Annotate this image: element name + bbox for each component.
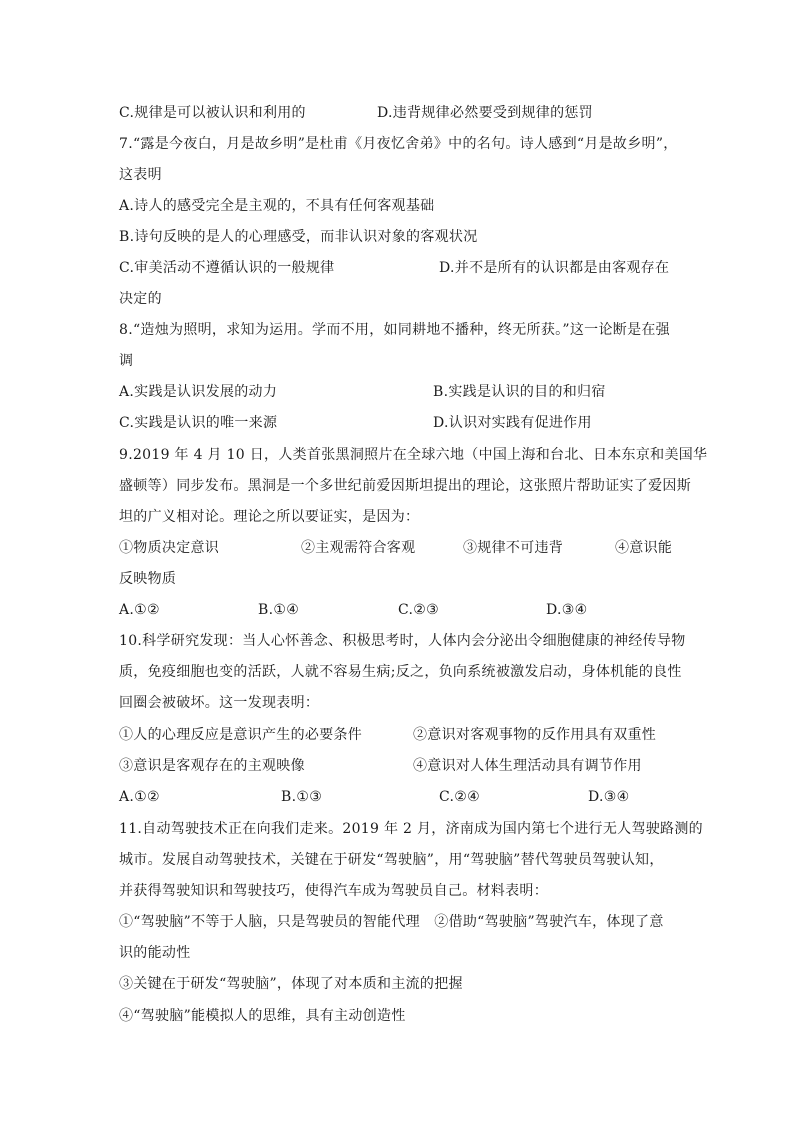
option-b: B.①③ [281,789,323,805]
statement-4: ④意识能 [615,540,673,556]
option-c: C.②③ [398,602,439,618]
q10-stem-cont: 质，免疫细胞也变的活跃，人就不容易生病;反之，负向系统被激发启动，身体机能的良性 [119,664,682,680]
statement-4: ④意识对人体生理活动具有调节作用 [413,758,642,774]
q11-statement-2-cont: 识的能动性 [119,945,191,961]
q11-stem: 11.自动驾驶技术正在向我们走来。2019 年 2 月，济南成为国内第七个进行无人驾驶路测的 [119,821,703,837]
option-d: D.认识对实践有促进作用 [433,415,592,431]
q11-stem-cont: 城市。发展自动驾驶技术，关键在于研发“驾驶脑”，用“驾驶脑”替代驾驶员驾驶认知， [119,852,664,868]
q7-stem-cont: 这表明 [119,167,162,183]
option-c: C.②④ [439,789,480,805]
option-a: A.①② [119,789,160,805]
q9-stem-cont: 坦的广义相对论。理论之所以要证实，是因为： [119,509,420,525]
option-d: D.③④ [546,602,588,618]
option-b: B.①④ [258,602,300,618]
q11-statement-4: ④“驾驶脑”能模拟人的思维，具有主动创造性 [119,1008,406,1024]
statement-3: ③规律不可违背 [463,540,564,556]
q7-option-b: B.诗句反映的是人的心理感受，而非认识对象的客观状况 [119,229,478,245]
option-c: C.规律是可以被认识和利用的 [119,105,306,121]
q7-option-a: A.诗人的感受完全是主观的，不具有任何客观基础 [119,198,435,214]
statement-1: ①物质决定意识 [119,540,220,556]
q8-stem-cont: 调 [119,353,134,369]
q9-statement-4-cont: 反映物质 [119,571,177,587]
option-b: B.实践是认识的目的和归宿 [433,384,606,400]
option-a: A.实践是认识发展的动力 [119,384,278,400]
option-c: C.审美活动不遵循认识的一般规律 [119,260,335,276]
statement-2: ②主观需符合客观 [301,540,416,556]
q8-stem: 8.“造烛为照明，求知为运用。学而不用，如同耕地不播种，终无所获。”这一论断是在强 [119,322,670,338]
q11-stem-cont: 并获得驾驶知识和驾驶技巧，使得汽车成为驾驶员自己。材料表明： [119,883,548,899]
q10-stem: 10.科学研究发现：当人心怀善念、积极思考时，人体内会分泌出令细胞健康的神经传导物 [119,633,686,649]
q11-statement-3: ③关键在于研发“驾驶脑”，体现了对本质和主流的把握 [119,976,463,992]
q9-stem: 9.2019 年 4 月 10 日，人类首张黑洞照片在全球六地（中国上海和台北、日本东京和美国华 [119,447,708,463]
option-a: A.①② [119,602,160,618]
option-d: D.并不是所有的认识都是由客观存在 [439,260,670,276]
statement-3: ③意识是客观存在的主观映像 [119,758,305,774]
q10-stem-cont: 回圈会被破坏。这一发现表明： [119,695,320,711]
q9-stem-cont: 盛顿等）同步发布。黑洞是一个多世纪前爱因斯坦提出的理论，这张照片帮助证实了爱因斯 [119,478,691,494]
q7-stem: 7.“露是今夜白，月是故乡明”是杜甫《月夜忆舍弟》中的名句。诗人感到“月是故乡明”， [119,136,678,152]
statement-2: ②意识对客观事物的反作用具有双重性 [413,727,657,743]
statement-1: ①人的心理反应是意识产生的必要条件 [119,727,363,743]
option-d: D.③④ [588,789,630,805]
q11-statements-12: ①“驾驶脑”不等于人脑，只是驾驶员的智能代理 ②借助“驾驶脑”驾驶汽车，体现了意 [119,914,664,930]
q7-option-d-cont: 决定的 [119,291,162,307]
option-d: D.违背规律必然要受到规律的惩罚 [377,105,593,121]
option-c: C.实践是认识的唯一来源 [119,415,278,431]
